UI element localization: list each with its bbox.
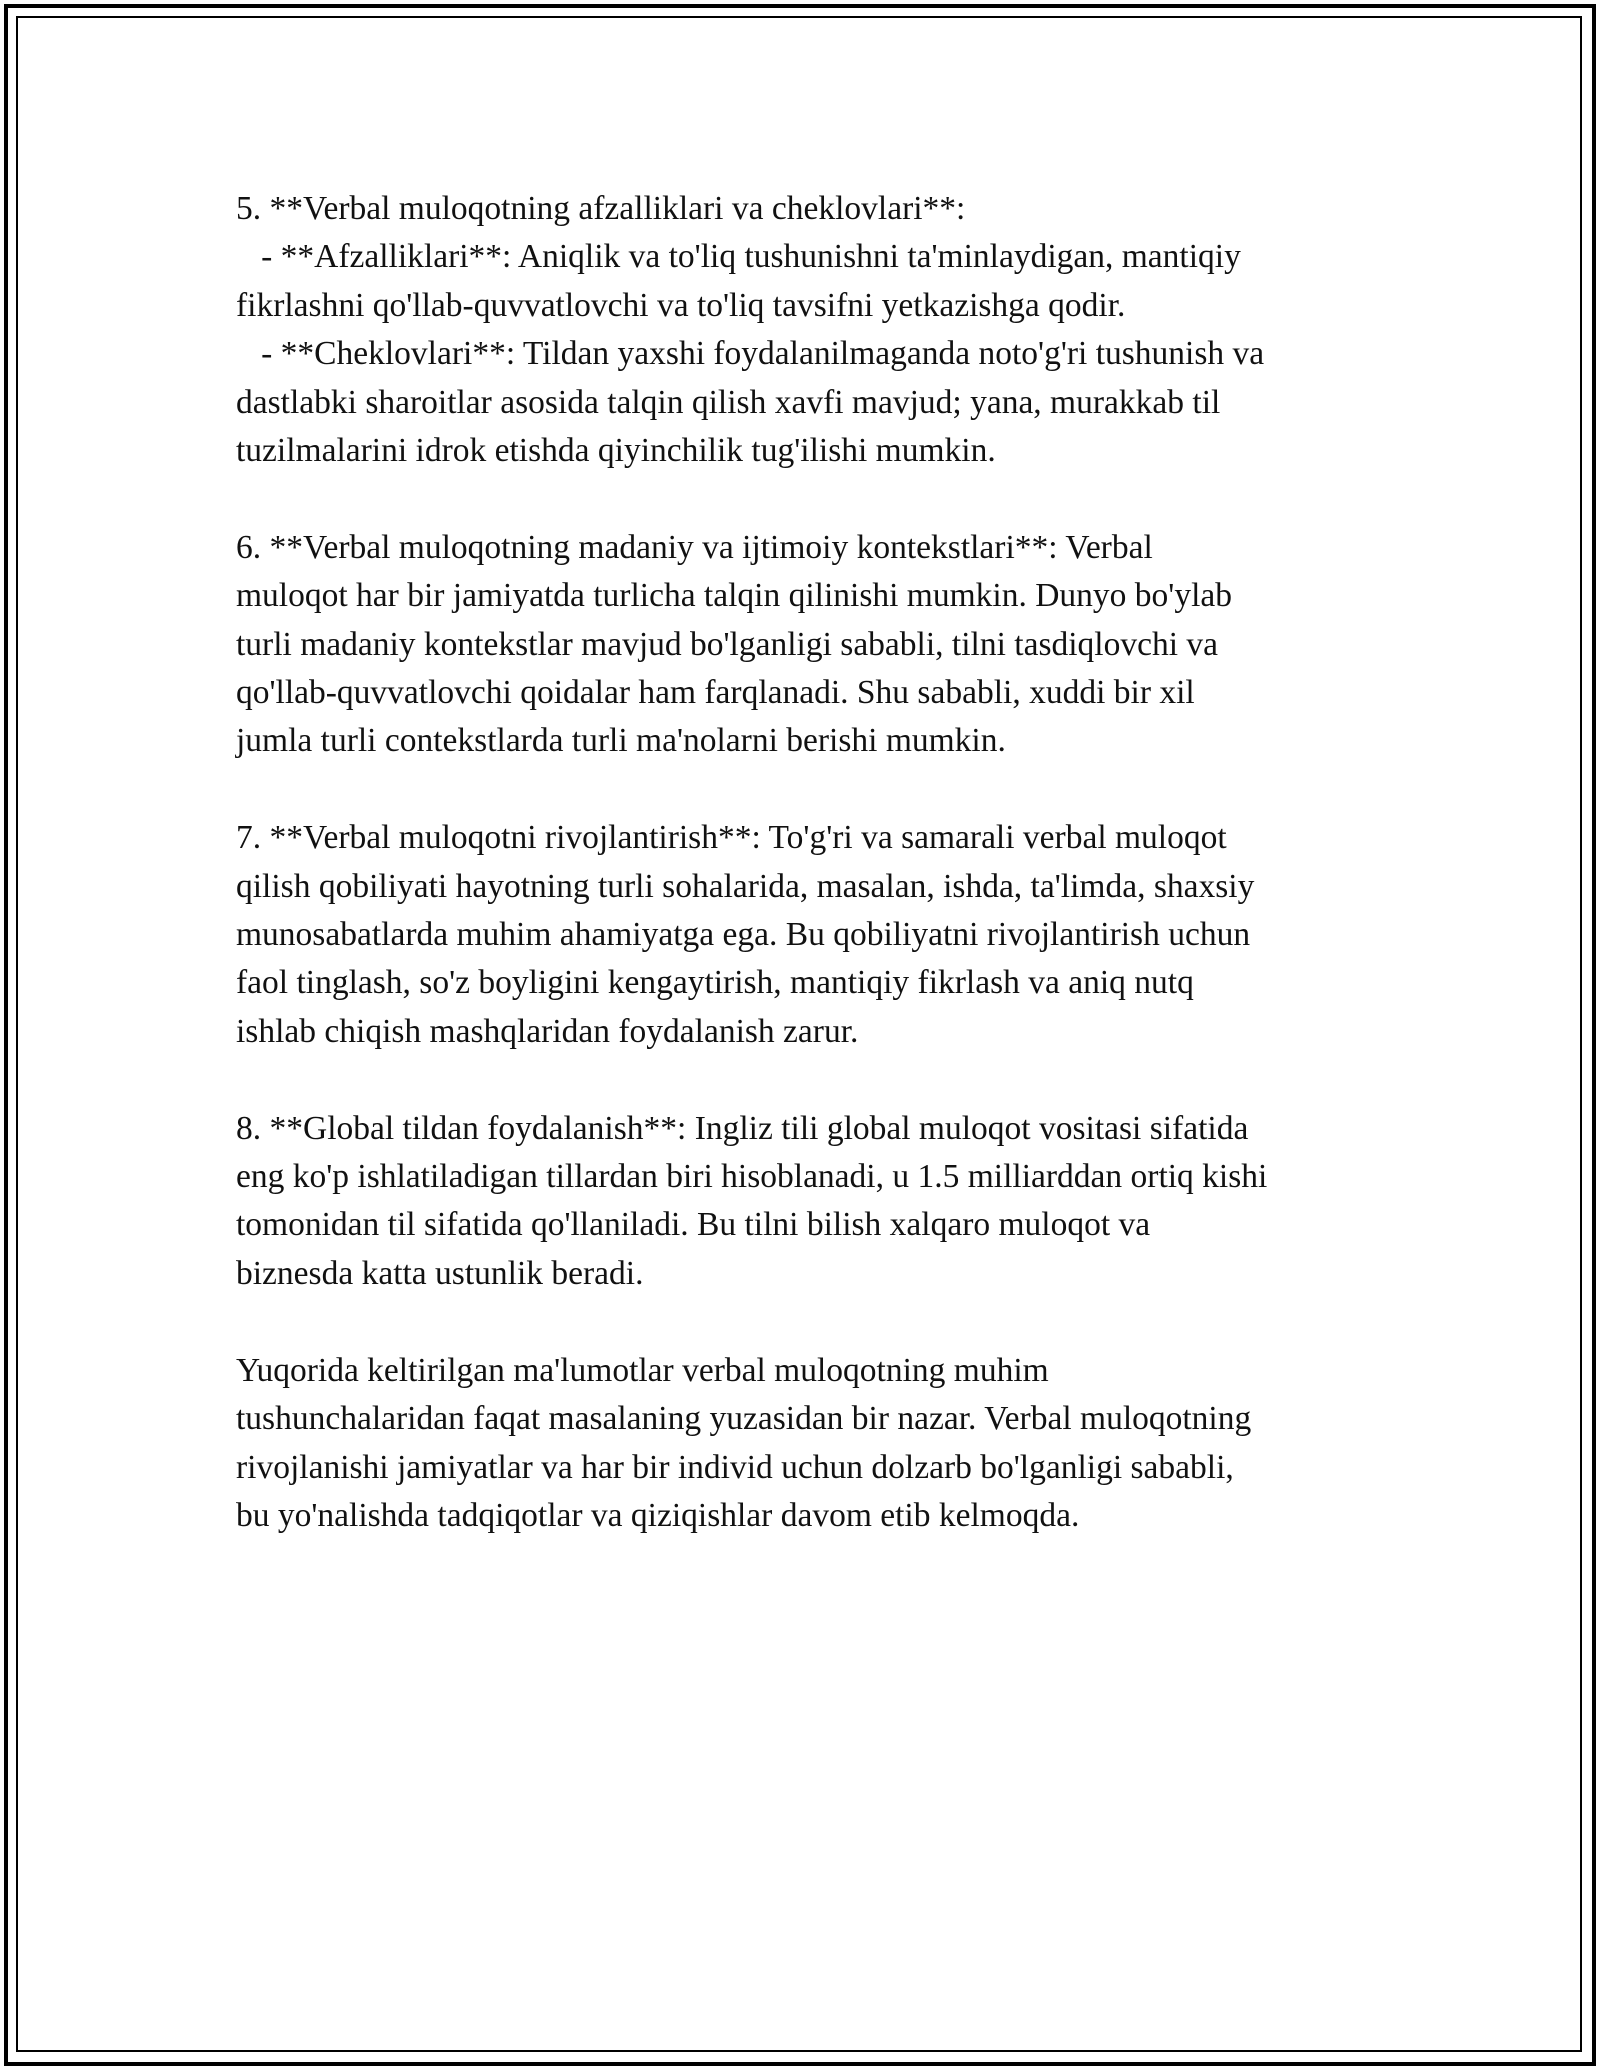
section-7-development bbox=[236, 814, 1376, 1056]
text-line: 8. **Global tildan foydalanish**: Ingliz tili global muloqot vositasi sifatida bbox=[236, 1109, 1249, 1147]
text-line: tuzilmalarini idrok etishda qiyinchilik tug'ilishi mumkin. bbox=[236, 432, 996, 470]
text-line: ishlab chiqish mashqlaridan foydalanish zarur. bbox=[236, 1012, 859, 1050]
text-line: 5. **Verbal muloqotning afzalliklari va cheklovlari**: bbox=[236, 190, 966, 227]
section-6-cultural-social-contexts bbox=[236, 524, 1376, 766]
text-line: qilish qobiliyati hayotning turli sohalarida, masalan, ishda, ta'limda, shaxsiy bbox=[236, 867, 1255, 905]
section-8-global-language bbox=[236, 1105, 1376, 1299]
text-line: 6. **Verbal muloqotning madaniy va ijtimoiy kontekstlari**: Verbal bbox=[236, 528, 1153, 566]
text-line: jumla turli contekstlarda turli ma'nolarni berishi mumkin. bbox=[236, 722, 1006, 760]
text-line: fikrlashni qo'llab-quvvatlovchi va to'liq tavsifni yetkazishga qodir. bbox=[236, 286, 1126, 324]
text-line: tomonidan til sifatida qo'llaniladi. Bu tilni bilish xalqaro muloqot va bbox=[236, 1206, 1151, 1244]
text-line: biznesda katta ustunlik beradi. bbox=[236, 1254, 644, 1292]
text-line: munosabatlarda muhim ahamiyatga ega. Bu qobiliyatni rivojlantirish uchun bbox=[236, 916, 1251, 954]
text-line: - **Cheklovlari**: Tildan yaxshi foydalanilmaganda noto'g'ri tushunish va bbox=[236, 335, 1265, 373]
text-line: Yuqorida keltirilgan ma'lumotlar verbal muloqotning muhim bbox=[236, 1351, 1049, 1389]
text-line: - **Afzalliklari**: Aniqlik va to'liq tushunishni ta'minlaydigan, mantiqiy bbox=[236, 238, 1241, 276]
text-line: 7. **Verbal muloqotni rivojlantirish**: To'g'ri va samarali verbal muloqot bbox=[236, 819, 1227, 857]
document-body bbox=[236, 185, 1376, 1589]
text-line: muloqot har bir jamiyatda turlicha talqin qilinishi mumkin. Dunyo bo'ylab bbox=[236, 577, 1233, 615]
text-line: rivojlanishi jamiyatlar va har bir individ uchun dolzarb bo'lganligi sababli, bbox=[236, 1448, 1234, 1486]
text-line: tushunchalaridan faqat masalaning yuzasidan bir nazar. Verbal muloqotning bbox=[236, 1400, 1252, 1438]
conclusion-paragraph bbox=[236, 1347, 1376, 1541]
text-line: dastlabki sharoitlar asosida talqin qilish xavfi mavjud; yana, murakkab til bbox=[236, 383, 1221, 421]
section-5-advantages-limitations bbox=[236, 185, 1376, 475]
text-line: qo'llab-quvvatlovchi qoidalar ham farqlanadi. Shu sababli, xuddi bir xil bbox=[236, 674, 1195, 712]
text-line: bu yo'nalishda tadqiqotlar va qiziqishlar davom etib kelmoqda. bbox=[236, 1496, 1080, 1534]
text-line: faol tinglash, so'z boyligini kengaytirish, mantiqiy fikrlash va aniq nutq bbox=[236, 964, 1194, 1002]
text-line: turli madaniy kontekstlar mavjud bo'lganligi sababli, tilni tasdiqlovchi va bbox=[236, 625, 1219, 663]
text-line: eng ko'p ishlatiladigan tillardan biri hisoblanadi, u 1.5 milliarddan ortiq kishi bbox=[236, 1158, 1268, 1196]
